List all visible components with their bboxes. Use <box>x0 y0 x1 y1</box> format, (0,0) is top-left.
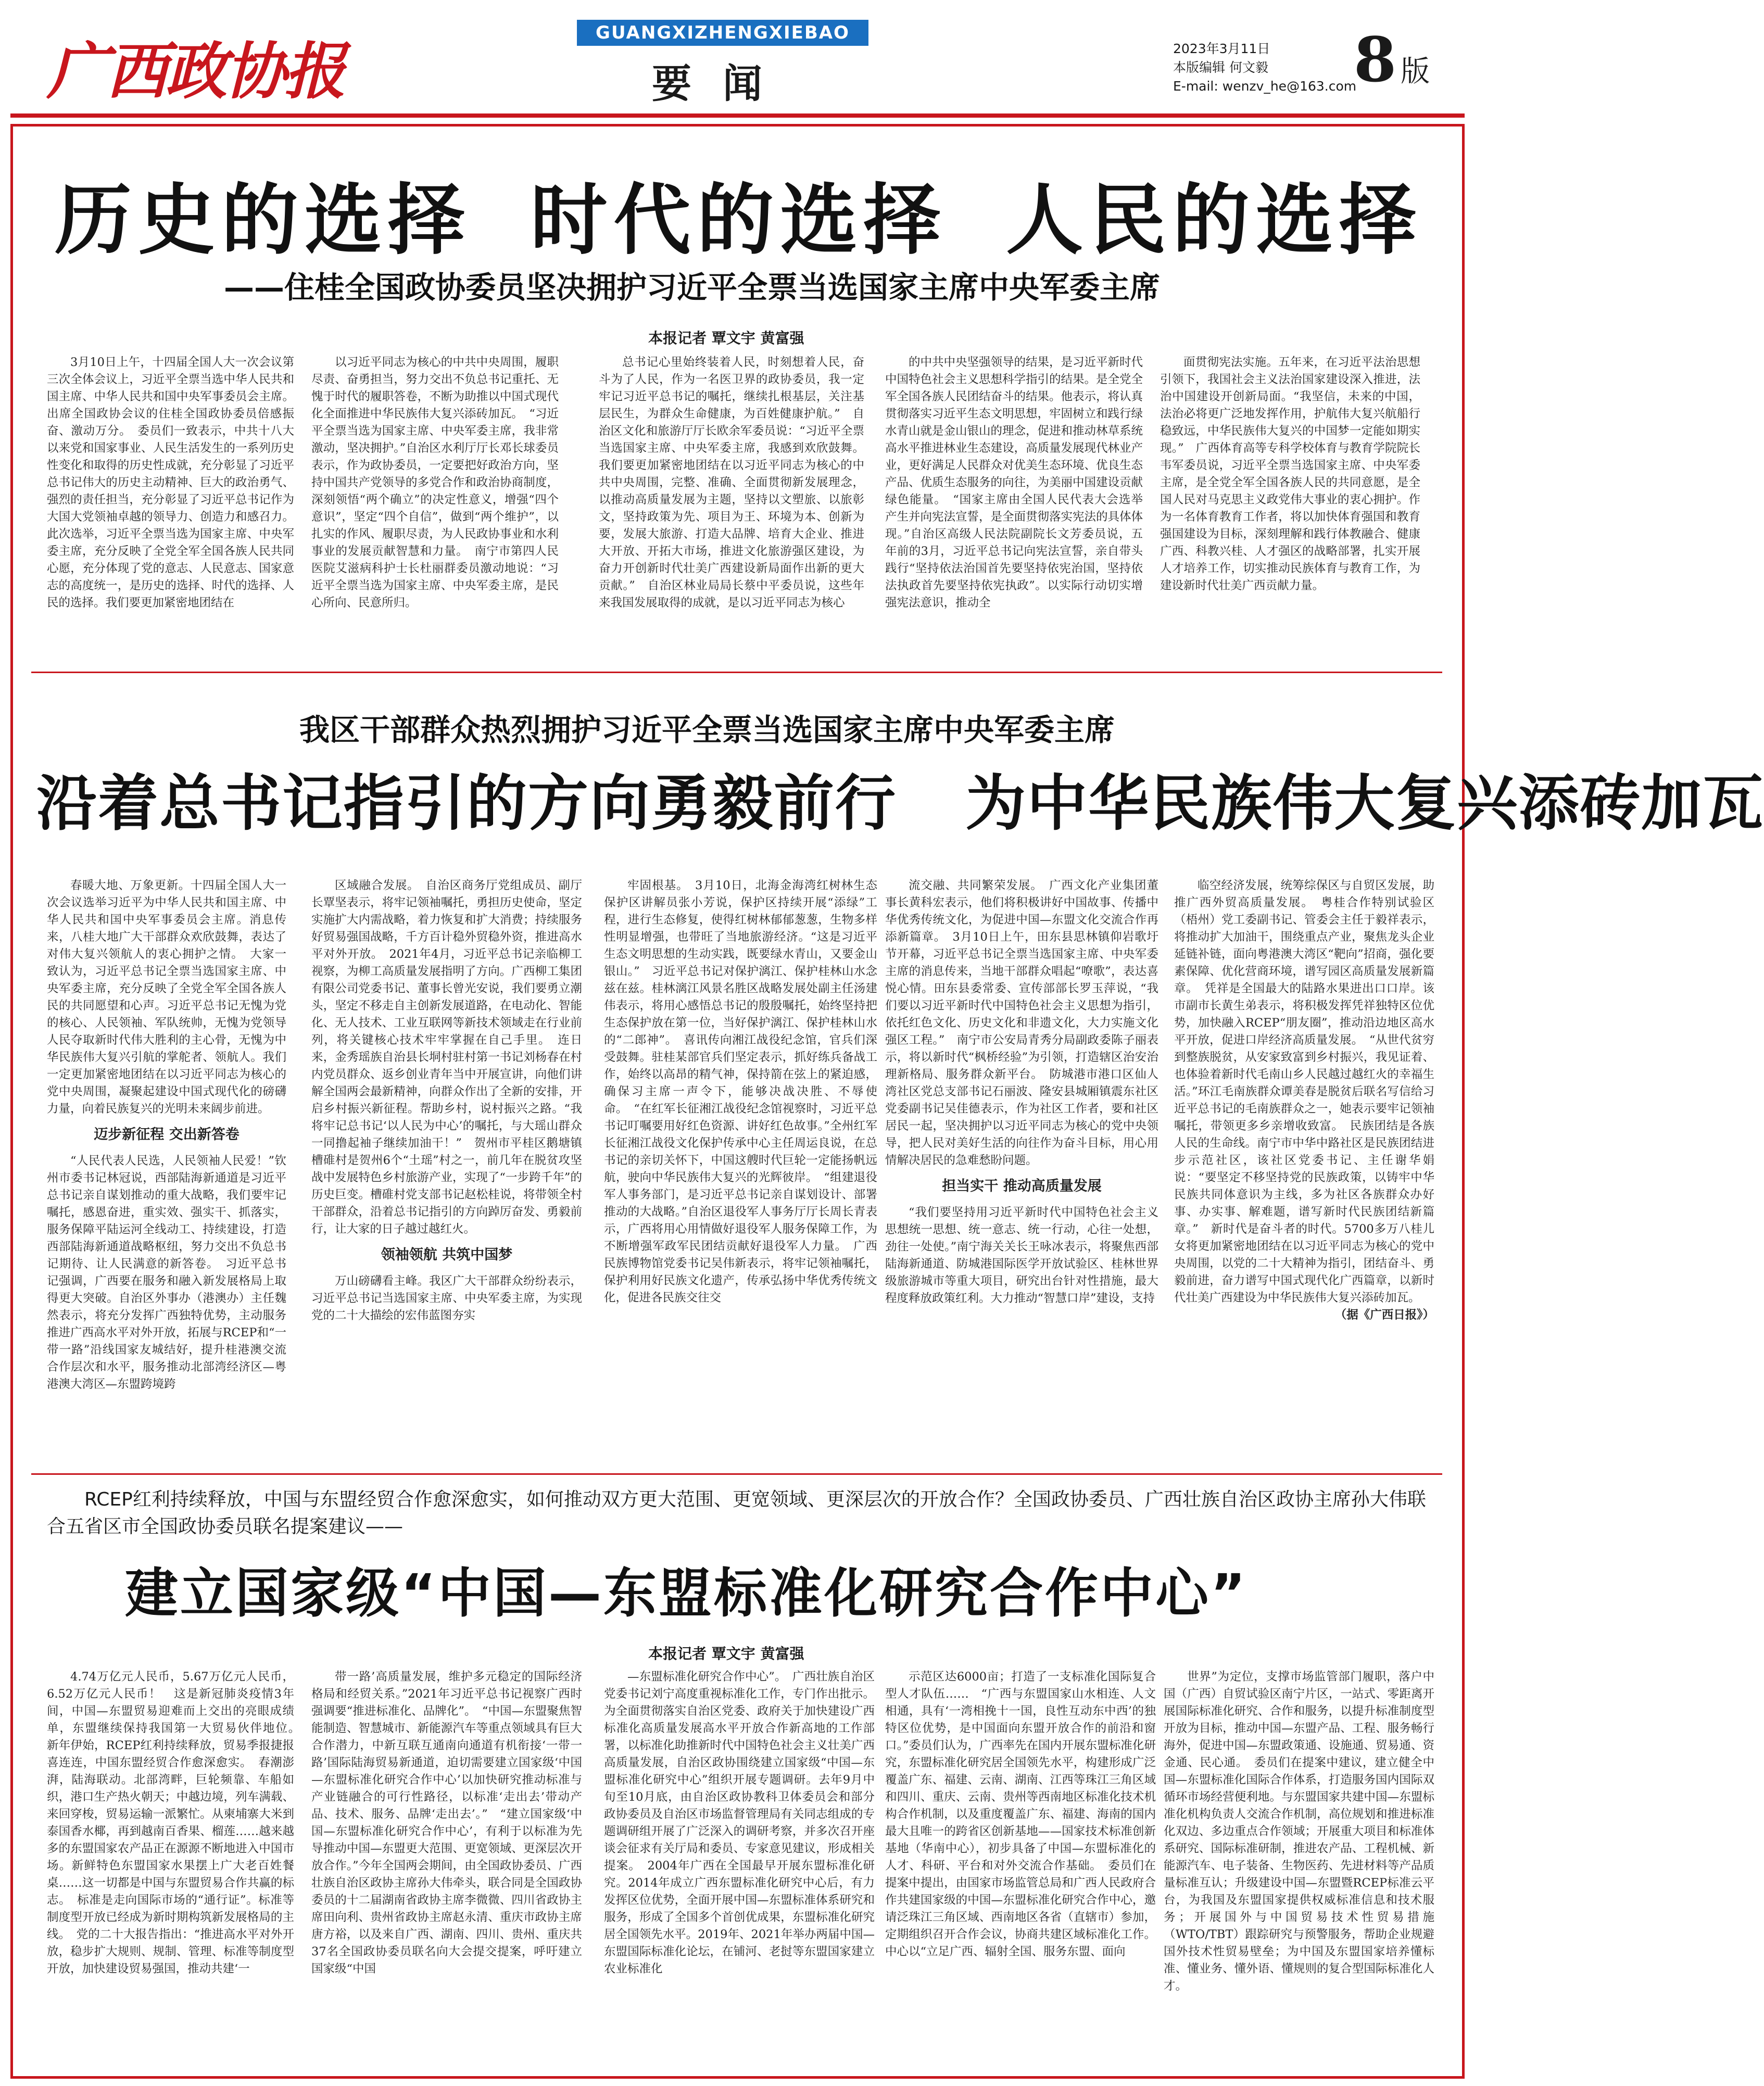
article1-subtitle: ——住桂全国政协委员坚决拥护习近平全票当选国家主席中央军委主席 <box>224 270 1161 305</box>
article1-text: 总书记心里始终装着人民，时刻想着人民，奋斗为了人民，作为一名医卫界的政协委员，我一定牢记习近平总书记的嘱托，继续扎根基层，关注基层民生，为群众生命健康，为百姓健康护航。” 自治区文化和旅游厅厅长欧余军委员说：“习近平全票当选国家主席、中央军委主席，我感到欢欣鼓舞。我们要更加紧密地团结在以习近平同志为核心的中共中央周围，完整、准确、全面贯彻新发展理念，以推动高质量发展为主题，坚持以文塑旅、以旅彰文，坚持政策为先、项目为王、环境为本、创新为要，发展大旅游、打造大品牌、培育大企业、推进大开放、开拓大市场，推进文化旅游强区建设，为奋力开创新时代壮美广西建设新局面作出新的更大贡献。” 自治区林业局局长蔡中平委员说，这些年来我国发展取得的成就，是以习近平同志为核心 <box>599 356 864 610</box>
article1-column <box>599 354 864 646</box>
article2-column <box>311 877 582 1460</box>
article3-column <box>885 1668 1156 2064</box>
newspaper-pinyin: GUANGXIZHENGXIEBAO <box>577 20 868 46</box>
article3-title: 建立国家级“中国—东盟标准化研究合作中心” <box>125 1563 1248 1625</box>
article2-text: 万山磅礴看主峰。我区广大干部群众纷纷表示，习近平总书记当选国家主席、中央军委主席，为实现党的二十大描绘的宏伟蓝图夯实 <box>311 1274 582 1322</box>
page-number-value: 8 <box>1354 23 1397 96</box>
article1-column <box>311 354 559 646</box>
article1-column <box>47 354 294 646</box>
article2-text: “我们要坚持用习近平新时代中国特色社会主义思想统一思想、统一意志、统一行动，心往一处想，劲往一处使。”南宁海关关长王咏冰表示，将聚焦西部陆海新通道、防城港国际医学开放试验区、桂林世界级旅游城市等重大项目，研究出台针对性措施，最大程度释放政策红利。大力推动“智慧口岸”建设，支持 <box>885 1206 1158 1305</box>
article2-column <box>604 877 877 1460</box>
masthead-rule <box>10 113 1465 118</box>
article3-text: 示范区达6000亩；打造了一支标准化国际复合型人才队伍…… “广西与东盟国家山水相连、人文相通，具有‘一湾相挽十一国，良性互动东中西’的独特区位优势，是中国面向东盟开放合作的前沿和窗口。”委员们认为，广西率先在国内开展东盟标准化研究，东盟标准化研究居全国领先水平，构建形成广泛覆盖广东、福建、云南、湖南、江西等珠江三角区域和四川、重庆、云南、贵州等西南地区标准化技术机构合作机制，以及重度覆盖广东、福建、海南的国内最大且唯一的跨省区创新基地——国家技术标准创新基地（华南中心），初步具备了中国—东盟标准化的人才、科研、平台和对外交流合作基础。 委员们在提案中提出，由国家市场监管总局和广西人民政府合作共建国家级的中国—东盟标准化研究合作中心，邀请泛珠江三角区域、西南地区各省（直辖市）参加，定期组织召开合作会议，协商共建区域标准化工作。中心以“立足广西、辐射全国、服务东盟、面向 <box>885 1670 1156 1958</box>
article1-text: 的中共中央坚强领导的结果，是习近平新时代中国特色社会主义思想科学指引的结果。是全党全军全国各族人民团结奋斗的结果。他表示，将认真贯彻落实习近平生态文明思想，牢固树立和践行绿水青山就是金山银山的理念，促进和推动林草系统高水平推进林业生态建设，高质量发展现代林业产业，更好满足人民群众对优美生态环境、优良生态产品、优质生态服务的向往，为美丽中国建设贡献绿色能量。 “国家主席由全国人民代表大会选举产生并向宪法宣誓，是全面贯彻落实宪法的具体体现。”自治区高级人民法院副院长文芳委员说，五年前的3月，习近平总书记向宪法宣誓，亲自带头践行“坚持依法治国首先要坚持依宪治国，坚持依法执政首先要坚持依宪执政”。以实际行动切实增强宪法意识，推动全 <box>885 356 1143 610</box>
article2-subhead: 领袖领航 共筑中国梦 <box>381 1247 513 1263</box>
article2-title: 沿着总书记指引的方向勇毅前行 为中华民族伟大复兴添砖加瓦 <box>36 768 1764 839</box>
article2-text: 春暖大地、万象更新。十四届全国人大一次会议选举习近平为中华人民共和国主席、中华人民共和国中央军事委员会主席。消息传来，八桂大地广大干部群众欢欣鼓舞，表达了对伟大复兴领航人的衷心拥护之情。 大家一致认为，习近平总书记全票当选国家主席、中央军委主席，充分反映了全党全军全国各族人民的共同愿望和心声。习近平总书记无愧为党的核心、人民领袖、军队统帅，无愧为党领导人民夺取新时代伟大胜利的主心骨，无愧为中华民族伟大复兴引航的掌舵者、领航人。我们一定更加紧密地团结在以习近平同志为核心的党中央周围，凝聚起建设中国式现代化的磅礴力量，向着民族复兴的光明未来阔步前进。 <box>47 879 286 1116</box>
article2-credit: （据《广西日报》） <box>1334 1308 1434 1322</box>
page-editor: 本版编辑 何文毅 <box>1173 60 1268 75</box>
article2-column <box>47 877 286 1460</box>
section-divider <box>31 1473 1442 1475</box>
article2-subhead: 担当实干 推动高质量发展 <box>942 1178 1102 1194</box>
article3-text: —东盟标准化研究合作中心”。 广西壮族自治区党委书记刘宁高度重视标准化工作，专门作出批示。为全面贯彻落实自治区党委、政府关于加快建设广西标准化高质量发展高水平开放合作新高地的工作部署，以标准化助推新时代中国特色社会主义壮美广西高质量发展，自治区政协围绕建立国家级“中国—东盟标准化研究中心”组织开展专题调研。去年9月中旬至10月底，由自治区政协教科卫体委员会和部分政协委员及自治区市场监督管理局有关同志组成的专题调研组开展了广泛深入的调研考察，并多次召开座谈会征求有关厅局和委员、专家意见建议，形成相关提案。 2004年广西在全国最早开展东盟标准化研究。2014年成立广西东盟标准化研究中心后，有力发挥区位优势，全面开展中国—东盟标准体系研究和服务，形成了全国多个首创优成果，东盟标准化研究居全国领先水平。2019年、2021年举办两届中国—东盟国际标准化论坛，在铺河、老挝等东盟国家建立农业标准化 <box>604 1670 875 1976</box>
article3-column <box>47 1668 306 2064</box>
section-divider <box>31 672 1442 673</box>
article2-column <box>885 877 1158 1460</box>
article1-column <box>885 354 1143 646</box>
article3-column <box>311 1668 582 2064</box>
issue-meta <box>1173 40 1356 96</box>
article1-byline: 本报记者 覃文宇 黄富强 <box>648 330 804 347</box>
article3-text: 4.74万亿元人民币，5.67万亿元人民币，6.52万亿元人民币！ 这是新冠肺炎疫情3年间，中国—东盟贸易迎难而上交出的亮眼成绩单，东盟继续保持我国第一大贸易伙伴地位。 新年伊始，RCEP红利持续释放，贸易季报捷报喜连连，中国东盟经贸合作愈深愈实。 春潮澎湃，陆海联动。北部湾畔，巨轮频靠、车船如织，港口生产热火朝天；中越边境，列车满载、来回穿梭，贸易运输一派繁忙。从柬埔寨大米到泰国香水椰，再到越南百香果、榴莲……越来越多的东盟国家农产品正在源源不断地进入中国市场。新鲜特色东盟国家水果摆上广大老百姓餐桌……这一切都是中国与东盟贸易合作共赢的标志。 标准是走向国际市场的“通行证”。标准等制度型开放已经成为新时期构筑新发展格局的主线。 党的二十大报告指出：“推进高水平对外开放，稳步扩大规则、规制、管理、标准等制度型开放，加快建设贸易强国，推动共建‘一 <box>47 1670 306 1976</box>
article2-text: 临空经济发展，统筹综保区与自贸区发展，助推广西外贸高质量发展。 粤桂合作特别试验区（梧州）党工委副书记、管委会主任于毅祥表示，将推动扩大加油干，围绕重点产业，聚焦龙头企业延链补链，面向粤港澳大湾区“靶向”招商，强化要素保障、优化营商环境，谱写园区高质量发展新篇章。 凭祥是全国最大的陆路水果进出口口岸。该市副市长黄生弟表示，将积极发挥凭祥独特区位优势，加快融入RCEP“朋友圈”，推动沿边地区高水平开放，促进口岸经济高质量发展。 “从世代贫穷到整族脱贫，从安家致富到乡村振兴，我见证着、也体验着新时代毛南山乡人民越过越红火的幸福生活。”环江毛南族群众谭美春是脱贫后联名写信给习近平总书记的毛南族群众之一，她表示要牢记领袖嘱托，带领更多乡亲增收致富。 民族团结是各族人民的生命线。南宁市中华中路社区是民族团结进步示范社区，该社区党委书记、主任谢华娟说：“要坚定不移坚持党的民族政策，以铸牢中华民族共同体意识为主线，多为社区各族群众办好事、办实事、解难题，谱写新时代民族团结新篇章。” 新时代是奋斗者的时代。5700多万八桂儿女将更加紧密地团结在以习近平同志为核心的党中央周围，以党的二十大精神为指引，团结奋斗、勇毅前进，奋力谱写中国式现代化广西篇章，以新时代壮美广西建设为中华民族伟大复兴添砖加瓦。 <box>1174 879 1434 1305</box>
article2-kicker: 我区干部群众热烈拥护习近平全票当选国家主席中央军委主席 <box>299 712 1115 748</box>
article3-text: 世界”为定位，支撑市场监管部门履职，落户中国（广西）自贸试验区南宁片区，一站式、零距离开展国际标准化研究、合作和服务，以提升标准制度型开放为目标，推动中国—东盟产品、工程、服务畅行海外，促进中国—东盟政策通、设施通、贸易通、资金通、民心通。 委员们在提案中建议，建立健全中国—东盟标准化国际合作体系，打造服务国内国际双循环市场经营便利地。与东盟国家共建中国—东盟标准化机构负责人交流合作机制，高位规划和推进标准化双边、多边重点合作领域；开展重大项目和标准体系研究、国际标准研制，推进农产品、工程机械、新能源汽车、电子装备、生物医药、先进材料等产品质量标准互认；升级建设中国—东盟暨RCEP标准云平台，为我国及东盟国家提供权威标准信息和技术服务；开展国外与中国贸易技术性贸易措施（WTO/TBT）跟踪研究与预警服务，帮助企业规避国外技术性贸易壁垒；为中国及东盟国家培养懂标准、懂业务、懂外语、懂规则的复合型国际标准化人才。 <box>1164 1670 1434 1993</box>
article2-text: 牢固根基。 3月10日，北海金海湾红树林生态保护区讲解员张小芳说，保护区持续开展“添绿”工程，进行生态修复，使得红树林郁郁葱葱，生物多样性明显增强，也带旺了当地旅游经济。“这是习近平生态文明思想的生动实践，既要绿水青山，又要金山银山。” 习近平总书记对保护漓江、保护桂林山水念兹在兹。桂林漓江风景名胜区战略发展处副主任汤建伟表示，将用心感悟总书记的殷殷嘱托，始终坚持把生态保护放在第一位，当好保护漓江、保护桂林山水的“二郎神”。 喜讯传向湘江战役纪念馆，官兵们深受鼓舞。驻桂某部官兵们坚定表示，抓好练兵备战工作，始终以高昂的精气神，保持箭在弦上的紧迫感，确保习主席一声令下，能够决战决胜、不辱使命。 “在红军长征湘江战役纪念馆视察时，习近平总书记叮嘱要用好红色资源、讲好红色故事。”全州红军长征湘江战役文化保护传承中心主任周运良说，在总书记的亲切关怀下，中国这艘时代巨轮一定能扬帆远航，驶向中华民族伟大复兴的光辉彼岸。 “组建退役军人事务部门，是习近平总书记亲自谋划设计、部署推动的大战略。”自治区退役军人事务厅厅长周长青表示，广西将用心用情做好退役军人服务保障工作，为不断增强军政军民团结贡献好退役军人力量。 广西民族博物馆党委书记吴伟新表示，将牢记领袖嘱托，保护利用好民族文化遗产，传承弘扬中华优秀传统文化，促进各民族交往交 <box>604 879 877 1305</box>
article2-column <box>1174 877 1434 1460</box>
article3-column <box>1164 1668 1434 2064</box>
masthead <box>0 0 1475 125</box>
article3-kicker: RCEP红利持续释放，中国与东盟经贸合作愈深愈实，如何推动双方更大范围、更宽领域、更深层次的开放合作？全国政协委员、广西壮族自治区政协主席孙大伟联合五省区市全国政协委员联名提案建议—— <box>47 1489 1426 1537</box>
article1-title: 历史的选择 时代的选择 人民的选择 <box>55 175 1423 265</box>
issue-date: 2023年3月11日 <box>1173 41 1270 56</box>
article1-text: 面贯彻宪法实施。五年来，在习近平法治思想引领下，我国社会主义法治国家建设深入推进，法治中国建设开创新局面。“我坚信，未来的中国，法治必将更广泛地发挥作用，护航伟大复兴航船行稳致远，中华民族伟大复兴的中国梦一定能如期实现。” 广西体育高等专科学校体育与教育学院院长韦军委员说，习近平全票当选国家主席、中央军委主席，是全党全军全国各族人民的共同意愿，是全国人民对马克思主义政党伟大事业的衷心拥护。作为一名体育教育工作者，将以加快体育强国和教育强国建设为目标，深刻理解和践行体教融合、健康广西、科教兴桂、人才强区的战略部署，扎实开展人才培养工作，切实推动民族体育与教育工作，为建设新时代壮美广西贡献力量。 <box>1160 356 1420 592</box>
article2-text: 流交融、共同繁荣发展。 广西文化产业集团董事长黄科宏表示，他们将积极讲好中国故事、传播中华优秀传统文化，为促进中国—东盟文化交流合作再添新篇章。 3月10日上午，田东县思林镇仰岩歌圩节开幕，习近平总书记全票当选国家主席、中央军委主席的消息传来，当地干部群众唱起“嘹歌”，表达喜悦心情。田东县委常委、宣传部部长罗玉萍说，“我们要以习近平新时代中国特色社会主义思想为指引，依托红色文化、历史文化和非遗文化，大力实施文化强区工程。” 南宁市公安局青秀分局副政委陈子丽表示，将以新时代“枫桥经验”为引领，打造辖区治安治理新格局、服务群众新平台。 防城港市港口区仙人湾社区党总支部书记石丽波、隆安县城厢镇震东社区党委副书记吴佳德表示，作为社区工作者，要和社区居民一起，坚决拥护以习近平同志为核心的党中央领导，把人民对美好生活的向往作为奋斗目标，用心用情解决居民的急难愁盼问题。 <box>885 879 1158 1167</box>
article2-text: 区域融合发展。 自治区商务厅党组成员、副厅长覃坚表示，将牢记领袖嘱托，勇担历史使命，坚定实施扩大内需战略，着力恢复和扩大消费；持续服务好贸易强国战略，千方百计稳外贸稳外资，推进高水平对外开放。 2021年4月，习近平总书记亲临柳工视察，为柳工高质量发展指明了方向。广西柳工集团有限公司党委书记、董事长曾光安说，我们要勇立潮头，坚定不移走自主创新发展道路，在电动化、智能化、无人技术、工业互联网等新技术领域走在行业前列，将关键核心技术牢牢掌握在自己手里。 连日来，金秀瑶族自治县长垌村驻村第一书记刘杨春在村内党员群众、返乡创业青年当中开展宣讲，向他们讲解全国两会最新精神，向群众作出了全新的安排，开启乡村振兴新征程。帮助乡村，说村振兴之路。“我将牢记总书记‘以人民为中心’的嘱托，与大瑶山群众一同撸起袖子继续加油干！” 贺州市平桂区鹅塘镇槽碓村是贺州6个“土瑶”村之一，前几年在脱贫攻坚战中发展特色乡村旅游产业，实现了“一步跨千年”的历史巨变。槽碓村党支部书记赵松桂说，将带领全村干部群众，沿着总书记指引的方向踔厉奋发、勇毅前行，让大家的日子越过越红火。 <box>311 879 582 1236</box>
newspaper-logo: 广西政协报 <box>47 35 344 107</box>
editor-email: E-mail: wenzv_he@163.com <box>1173 79 1357 94</box>
page-number <box>1354 23 1430 96</box>
page-suffix: 版 <box>1401 55 1430 89</box>
article3-column <box>604 1668 875 2064</box>
article2-subhead: 迈步新征程 交出新答卷 <box>94 1127 240 1143</box>
article1-text: 3月10日上午，十四届全国人大一次会议第三次全体会议上，习近平全票当选中华人民共和国主席、中华人民共和国中央军事委员会主席。出席全国政协会议的住桂全国政协委员倍感振奋、激动万分。 委员们一致表示，中共十八大以来党和国家事业、人民生活发生的一系列历史性变化和取得的历史性成就，充分彰显了习近平总书记伟大的历史主动精神、巨大的政治勇气、强烈的责任担当，充分彰显了习近平总书记作为大国大党领袖卓越的领导力、创造力和感召力。此次选举，习近平全票当选为国家主席、中央军委主席，充分反映了全党全军全国各族人民共同心愿，充分体现了党的意志、人民意志、国家意志的高度统一，是历史的选择、时代的选择、人民的选择。我们要更加紧密地团结在 <box>47 356 294 610</box>
article1-text: 以习近平同志为核心的中共中央周围，履职尽责、奋勇担当，努力交出不负总书记重托、无愧于时代的履职答卷，不断为助推以中国式现代化全面推进中华民族伟大复兴添砖加瓦。 “习近平全票当选为国家主席、中央军委主席，我非常激动，坚决拥护。”自治区水利厅厅长邓长球委员表示，作为政协委员，一定要把好政治方向，坚持中国共产党领导的多党合作和政治协商制度，深刻领悟“两个确立”的决定性意义，增强“四个意识”，坚定“四个自信”，做到“两个维护”，以扎实的作风、履职尽责，为人民政协事业和水利事业的发展贡献智慧和力量。 南宁市第四人民医院艾滋病科护士长杜丽群委员激动地说：“习近平全票当选为国家主席、中央军委主席，是民心所向、民意所归。 <box>311 356 559 610</box>
article2-text: “人民代表人民选，人民领袖人民爱！”钦州市委书记林冠说，西部陆海新通道是习近平总书记亲自谋划推动的重大战略，我们要牢记嘱托，感恩奋进，重实效、强实干、抓落实，服务保障平陆运河全线动工、持续建设，打造西部陆海新通道战略枢纽，努力交出不负总书记期待、让人民满意的新答卷。 习近平总书记强调，广西要在服务和融入新发展格局上取得更大突破。自治区外事办（港澳办）主任魏然表示，将充分发挥广西独特优势，主动服务推进广西高水平对外开放，拓展与RCEP和“一带一路”沿线国家友城结好，提升桂港澳交流合作层次和水平，服务推动北部湾经济区—粤港澳大湾区—东盟跨境跨 <box>47 1154 286 1391</box>
article3-byline: 本报记者 覃文宇 黄富强 <box>648 1645 804 1662</box>
article1-column <box>1160 354 1420 646</box>
article3-text: 带一路’高质量发展，维护多元稳定的国际经济格局和经贸关系。”2021年习近平总书记视察广西时强调要“推进标准化、品牌化”。 “中国—东盟聚焦智能制造、智慧城市、新能源汽车等重点领域具有巨大合作潜力，中新互联互通南向通道有机衔接‘一带一路’国际陆海贸易新通道，迫切需要建立国家级‘中国—东盟标准化研究合作中心’以加快研究推动标准与产业链融合的可行性路径，以标准‘走出去’带动产品、技术、服务、品牌‘走出去’。” “建立国家级‘中国—东盟标准化研究合作中心’，有利于以标准为先导推动中国—东盟更大范围、更宽领域、更深层次开放合作。”今年全国两会期间，由全国政协委员、广西壮族自治区政协主席孙大伟牵头，联合同是全国政协委员的十二届湖南省政协主席李微微、四川省政协主席田向利、贵州省政协主席赵永清、重庆市政协主席唐方裕，以及来自广西、湖南、四川、贵州、重庆共37名全国政协委员联名向大会提交提案，呼吁建立国家级“中国 <box>311 1670 582 1976</box>
section-name: 要闻 <box>652 60 793 107</box>
